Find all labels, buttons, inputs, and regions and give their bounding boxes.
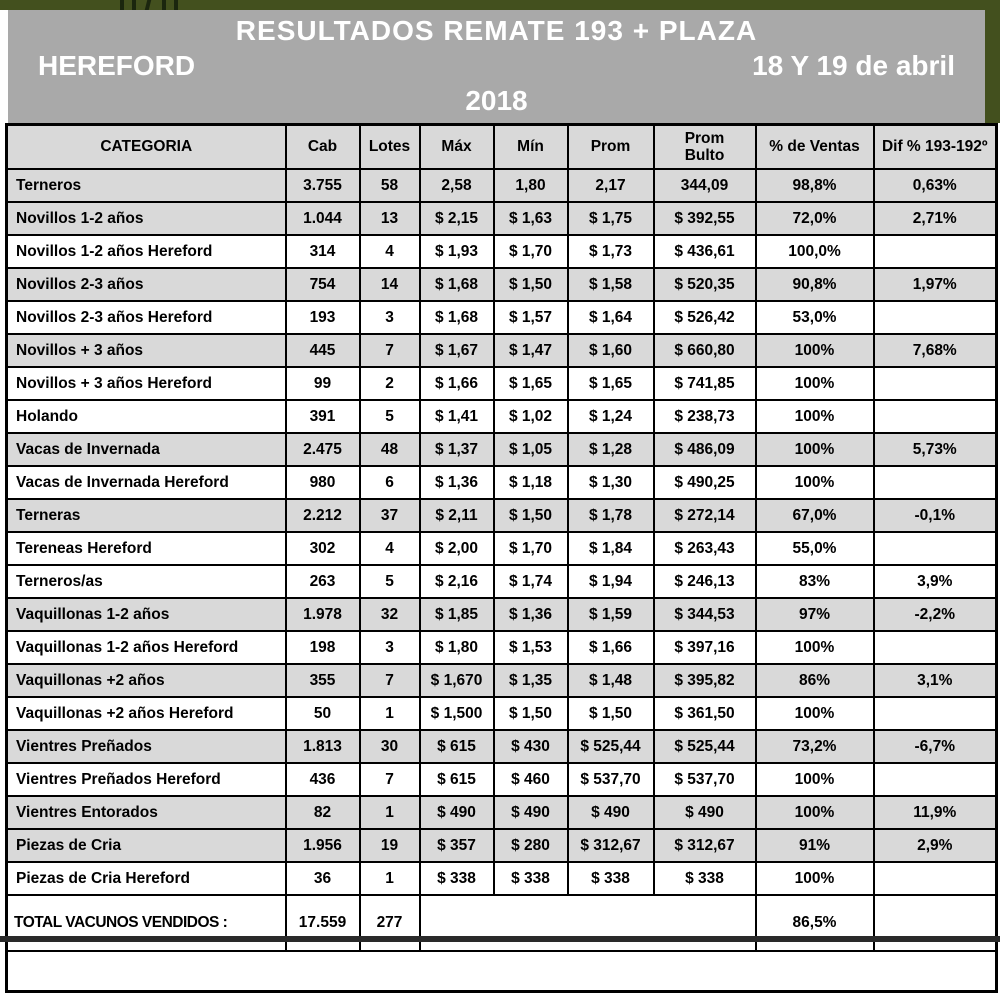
cab-cell: 1.956: [286, 829, 360, 862]
table-row: [7, 433, 997, 466]
max-cell: $ 1,80: [420, 631, 494, 664]
prom_bulto-cell: 344,09: [654, 169, 756, 202]
prom_bulto-cell: $ 486,09: [654, 433, 756, 466]
cab-cell: 99: [286, 367, 360, 400]
prom_bulto-cell: $ 272,14: [654, 499, 756, 532]
ventas-cell: 83%: [756, 565, 874, 598]
prom-cell: $ 1,59: [568, 598, 654, 631]
category-cell: Vaquillonas 1-2 años: [7, 598, 286, 631]
prom_bulto-cell: $ 490,25: [654, 466, 756, 499]
min-cell: $ 430: [494, 730, 568, 763]
cab-cell: 754: [286, 268, 360, 301]
prom-cell: $ 1,50: [568, 697, 654, 730]
ventas-cell: 72,0%: [756, 202, 874, 235]
min-cell: $ 338: [494, 862, 568, 895]
category-cell: Piezas de Cria Hereford: [7, 862, 286, 895]
ventas-cell: 100%: [756, 862, 874, 895]
dif-cell: [874, 631, 997, 664]
min-cell: $ 1,70: [494, 532, 568, 565]
dif-cell: 0,63%: [874, 169, 997, 202]
table-row: [7, 796, 997, 829]
ventas-cell: 53,0%: [756, 301, 874, 334]
lotes-cell: 30: [360, 730, 420, 763]
cab-cell: 82: [286, 796, 360, 829]
category-cell: Vaquillonas 1-2 años Hereford: [7, 631, 286, 664]
prom-cell: $ 1,48: [568, 664, 654, 697]
ventas-cell: 100%: [756, 631, 874, 664]
dif-cell: 2,9%: [874, 829, 997, 862]
table-row: [7, 598, 997, 631]
category-cell: Vientres Entorados: [7, 796, 286, 829]
plant-logo-icon: [116, 0, 186, 10]
table-row: [7, 334, 997, 367]
page-title: RESULTADOS REMATE 193 + PLAZA: [235, 15, 758, 46]
cab-cell: 2.212: [286, 499, 360, 532]
cab-cell: 1.044: [286, 202, 360, 235]
prom-cell: $ 490: [568, 796, 654, 829]
dif-cell: -0,1%: [874, 499, 997, 532]
prom_bulto-cell: $ 338: [654, 862, 756, 895]
table-header-row: [7, 125, 997, 170]
table-row: [7, 169, 997, 202]
dif-cell: [874, 367, 997, 400]
min-cell: $ 1,53: [494, 631, 568, 664]
dif-cell: 11,9%: [874, 796, 997, 829]
prom_bulto-cell: $ 397,16: [654, 631, 756, 664]
category-cell: Terneros/as: [7, 565, 286, 598]
cab-cell: 2.475: [286, 433, 360, 466]
table-row: [7, 565, 997, 598]
min-cell: $ 1,70: [494, 235, 568, 268]
prom-cell: $ 1,64: [568, 301, 654, 334]
min-cell: $ 1,50: [494, 268, 568, 301]
min-cell: $ 280: [494, 829, 568, 862]
table-row: [7, 301, 997, 334]
table-row: [7, 466, 997, 499]
lotes-cell: 48: [360, 433, 420, 466]
prom_bulto-cell: $ 436,61: [654, 235, 756, 268]
total-cab-cell: 17.559: [286, 895, 360, 951]
column-header-3: Máx: [420, 125, 494, 170]
column-header-5: Prom: [568, 125, 654, 170]
lotes-cell: 14: [360, 268, 420, 301]
cab-cell: 1.813: [286, 730, 360, 763]
column-header-8: Dif % 193-192º: [874, 125, 997, 170]
min-cell: $ 1,18: [494, 466, 568, 499]
category-cell: Novillos 1-2 años Hereford: [7, 235, 286, 268]
table-row: [7, 268, 997, 301]
top-green-bar: [0, 0, 1000, 10]
total-lotes-cell: 277: [360, 895, 420, 951]
ventas-cell: 100%: [756, 367, 874, 400]
category-cell: Novillos 1-2 años: [7, 202, 286, 235]
min-cell: 1,80: [494, 169, 568, 202]
cab-cell: 436: [286, 763, 360, 796]
max-cell: $ 615: [420, 763, 494, 796]
dif-cell: 3,1%: [874, 664, 997, 697]
min-cell: $ 1,35: [494, 664, 568, 697]
max-cell: $ 1,66: [420, 367, 494, 400]
prom_bulto-cell: $ 520,35: [654, 268, 756, 301]
dif-cell: 2,71%: [874, 202, 997, 235]
category-cell: Holando: [7, 400, 286, 433]
prom_bulto-cell: $ 490: [654, 796, 756, 829]
dif-cell: -2,2%: [874, 598, 997, 631]
prom_bulto-cell: $ 344,53: [654, 598, 756, 631]
cab-cell: 193: [286, 301, 360, 334]
column-header-1: Cab: [286, 125, 360, 170]
prom-cell: 2,17: [568, 169, 654, 202]
table-row: [7, 664, 997, 697]
max-cell: $ 490: [420, 796, 494, 829]
min-cell: $ 1,36: [494, 598, 568, 631]
dif-cell: -6,7%: [874, 730, 997, 763]
min-cell: $ 1,50: [494, 697, 568, 730]
breed-label: HEREFORD: [38, 50, 196, 81]
dif-cell: 3,9%: [874, 565, 997, 598]
prom_bulto-cell: $ 312,67: [654, 829, 756, 862]
ventas-cell: 100%: [756, 433, 874, 466]
right-green-strip: [985, 0, 1000, 123]
table-row: [7, 400, 997, 433]
lotes-cell: 1: [360, 862, 420, 895]
max-cell: $ 2,15: [420, 202, 494, 235]
ventas-cell: 100%: [756, 796, 874, 829]
category-cell: Vacas de Invernada Hereford: [7, 466, 286, 499]
lotes-cell: 3: [360, 301, 420, 334]
report-header: [8, 10, 985, 123]
min-cell: $ 1,63: [494, 202, 568, 235]
prom_bulto-cell: $ 238,73: [654, 400, 756, 433]
max-cell: $ 338: [420, 862, 494, 895]
max-cell: $ 2,11: [420, 499, 494, 532]
max-cell: $ 1,85: [420, 598, 494, 631]
max-cell: $ 2,00: [420, 532, 494, 565]
ventas-cell: 90,8%: [756, 268, 874, 301]
ventas-cell: 91%: [756, 829, 874, 862]
category-cell: Vaquillonas +2 años: [7, 664, 286, 697]
prom-cell: $ 1,30: [568, 466, 654, 499]
lotes-cell: 7: [360, 664, 420, 697]
prom-cell: $ 1,65: [568, 367, 654, 400]
table-row: [7, 235, 997, 268]
category-cell: Novillos + 3 años Hereford: [7, 367, 286, 400]
category-cell: Tereneas Hereford: [7, 532, 286, 565]
prom_bulto-cell: $ 526,42: [654, 301, 756, 334]
lotes-cell: 37: [360, 499, 420, 532]
cab-cell: 50: [286, 697, 360, 730]
table-row: [7, 631, 997, 664]
max-cell: $ 1,68: [420, 301, 494, 334]
min-cell: $ 1,65: [494, 367, 568, 400]
ventas-cell: 100%: [756, 334, 874, 367]
min-cell: $ 1,74: [494, 565, 568, 598]
lotes-cell: 19: [360, 829, 420, 862]
category-cell: Terneras: [7, 499, 286, 532]
min-cell: $ 490: [494, 796, 568, 829]
lotes-cell: 5: [360, 565, 420, 598]
bottom-edge-bar: [0, 936, 1000, 942]
cab-cell: 314: [286, 235, 360, 268]
category-cell: Novillos 2-3 años Hereford: [7, 301, 286, 334]
date-label: 18 Y 19 de abril: [752, 50, 955, 81]
ventas-cell: 86%: [756, 664, 874, 697]
total-label-cell: TOTAL VACUNOS VENDIDOS :: [7, 895, 286, 951]
prom-cell: $ 1,84: [568, 532, 654, 565]
dif-cell: [874, 697, 997, 730]
max-cell: $ 1,500: [420, 697, 494, 730]
ventas-cell: 100,0%: [756, 235, 874, 268]
dif-cell: [874, 235, 997, 268]
dif-cell: 7,68%: [874, 334, 997, 367]
lotes-cell: 1: [360, 796, 420, 829]
category-cell: Vacas de Invernada: [7, 433, 286, 466]
max-cell: $ 2,16: [420, 565, 494, 598]
prom-cell: $ 1,28: [568, 433, 654, 466]
max-cell: $ 615: [420, 730, 494, 763]
min-cell: $ 1,47: [494, 334, 568, 367]
ventas-cell: 100%: [756, 763, 874, 796]
max-cell: $ 1,93: [420, 235, 494, 268]
table-row: [7, 367, 997, 400]
prom-cell: $ 1,75: [568, 202, 654, 235]
dif-cell: [874, 862, 997, 895]
prom_bulto-cell: $ 246,13: [654, 565, 756, 598]
lotes-cell: 7: [360, 763, 420, 796]
dif-cell: [874, 532, 997, 565]
lotes-cell: 2: [360, 367, 420, 400]
lotes-cell: 6: [360, 466, 420, 499]
min-cell: $ 1,50: [494, 499, 568, 532]
table-row: [7, 829, 997, 862]
prom-cell: $ 1,60: [568, 334, 654, 367]
bottom-filler-row: [7, 951, 997, 992]
lotes-cell: 7: [360, 334, 420, 367]
prom-cell: $ 1,78: [568, 499, 654, 532]
table-row: [7, 862, 997, 895]
prom-cell: $ 312,67: [568, 829, 654, 862]
prom-cell: $ 537,70: [568, 763, 654, 796]
lotes-cell: 13: [360, 202, 420, 235]
ventas-cell: 97%: [756, 598, 874, 631]
category-cell: Piezas de Cria: [7, 829, 286, 862]
results-table: [5, 123, 998, 993]
lotes-cell: 32: [360, 598, 420, 631]
table-row: [7, 499, 997, 532]
min-cell: $ 1,57: [494, 301, 568, 334]
ventas-cell: 100%: [756, 466, 874, 499]
lotes-cell: 1: [360, 697, 420, 730]
column-header-0: CATEGORIA: [7, 125, 286, 170]
cab-cell: 263: [286, 565, 360, 598]
ventas-cell: 100%: [756, 697, 874, 730]
max-cell: 2,58: [420, 169, 494, 202]
max-cell: $ 1,41: [420, 400, 494, 433]
dif-cell: [874, 301, 997, 334]
ventas-cell: 98,8%: [756, 169, 874, 202]
max-cell: $ 1,67: [420, 334, 494, 367]
lotes-cell: 4: [360, 532, 420, 565]
dif-cell: 1,97%: [874, 268, 997, 301]
total-ventas-cell: 86,5%: [756, 895, 874, 951]
max-cell: $ 357: [420, 829, 494, 862]
cab-cell: 355: [286, 664, 360, 697]
table-row: [7, 202, 997, 235]
max-cell: $ 1,68: [420, 268, 494, 301]
ventas-cell: 55,0%: [756, 532, 874, 565]
dif-cell: [874, 400, 997, 433]
category-cell: Novillos + 3 años: [7, 334, 286, 367]
prom_bulto-cell: $ 361,50: [654, 697, 756, 730]
ventas-cell: 73,2%: [756, 730, 874, 763]
prom_bulto-cell: $ 525,44: [654, 730, 756, 763]
year-label: 2018: [465, 85, 528, 116]
min-cell: $ 1,02: [494, 400, 568, 433]
prom-cell: $ 1,94: [568, 565, 654, 598]
prom_bulto-cell: $ 395,82: [654, 664, 756, 697]
cab-cell: 980: [286, 466, 360, 499]
column-header-4: Mín: [494, 125, 568, 170]
dif-cell: 5,73%: [874, 433, 997, 466]
category-cell: Vientres Preñados Hereford: [7, 763, 286, 796]
cab-cell: 1.978: [286, 598, 360, 631]
table-row: [7, 697, 997, 730]
max-cell: $ 1,37: [420, 433, 494, 466]
prom-cell: $ 338: [568, 862, 654, 895]
lotes-cell: 4: [360, 235, 420, 268]
min-cell: $ 460: [494, 763, 568, 796]
cab-cell: 445: [286, 334, 360, 367]
category-cell: Vaquillonas +2 años Hereford: [7, 697, 286, 730]
prom_bulto-cell: $ 263,43: [654, 532, 756, 565]
dif-cell: [874, 466, 997, 499]
category-cell: Terneros: [7, 169, 286, 202]
lotes-cell: 58: [360, 169, 420, 202]
prom-cell: $ 1,58: [568, 268, 654, 301]
prom-cell: $ 1,66: [568, 631, 654, 664]
column-header-2: Lotes: [360, 125, 420, 170]
ventas-cell: 67,0%: [756, 499, 874, 532]
ventas-cell: 100%: [756, 400, 874, 433]
table-row: [7, 730, 997, 763]
max-cell: $ 1,36: [420, 466, 494, 499]
column-header-6: Prom Bulto: [654, 125, 756, 170]
cab-cell: 391: [286, 400, 360, 433]
prom_bulto-cell: $ 741,85: [654, 367, 756, 400]
table-row: [7, 763, 997, 796]
prom-cell: $ 525,44: [568, 730, 654, 763]
lotes-cell: 3: [360, 631, 420, 664]
category-cell: Vientres Preñados: [7, 730, 286, 763]
dif-cell: [874, 763, 997, 796]
prom_bulto-cell: $ 392,55: [654, 202, 756, 235]
max-cell: $ 1,670: [420, 664, 494, 697]
category-cell: Novillos 2-3 años: [7, 268, 286, 301]
prom_bulto-cell: $ 537,70: [654, 763, 756, 796]
min-cell: $ 1,05: [494, 433, 568, 466]
cab-cell: 302: [286, 532, 360, 565]
cab-cell: 198: [286, 631, 360, 664]
cab-cell: 3.755: [286, 169, 360, 202]
cab-cell: 36: [286, 862, 360, 895]
column-header-7: % de Ventas: [756, 125, 874, 170]
lotes-cell: 5: [360, 400, 420, 433]
prom_bulto-cell: $ 660,80: [654, 334, 756, 367]
prom-cell: $ 1,73: [568, 235, 654, 268]
prom-cell: $ 1,24: [568, 400, 654, 433]
table-row: [7, 532, 997, 565]
